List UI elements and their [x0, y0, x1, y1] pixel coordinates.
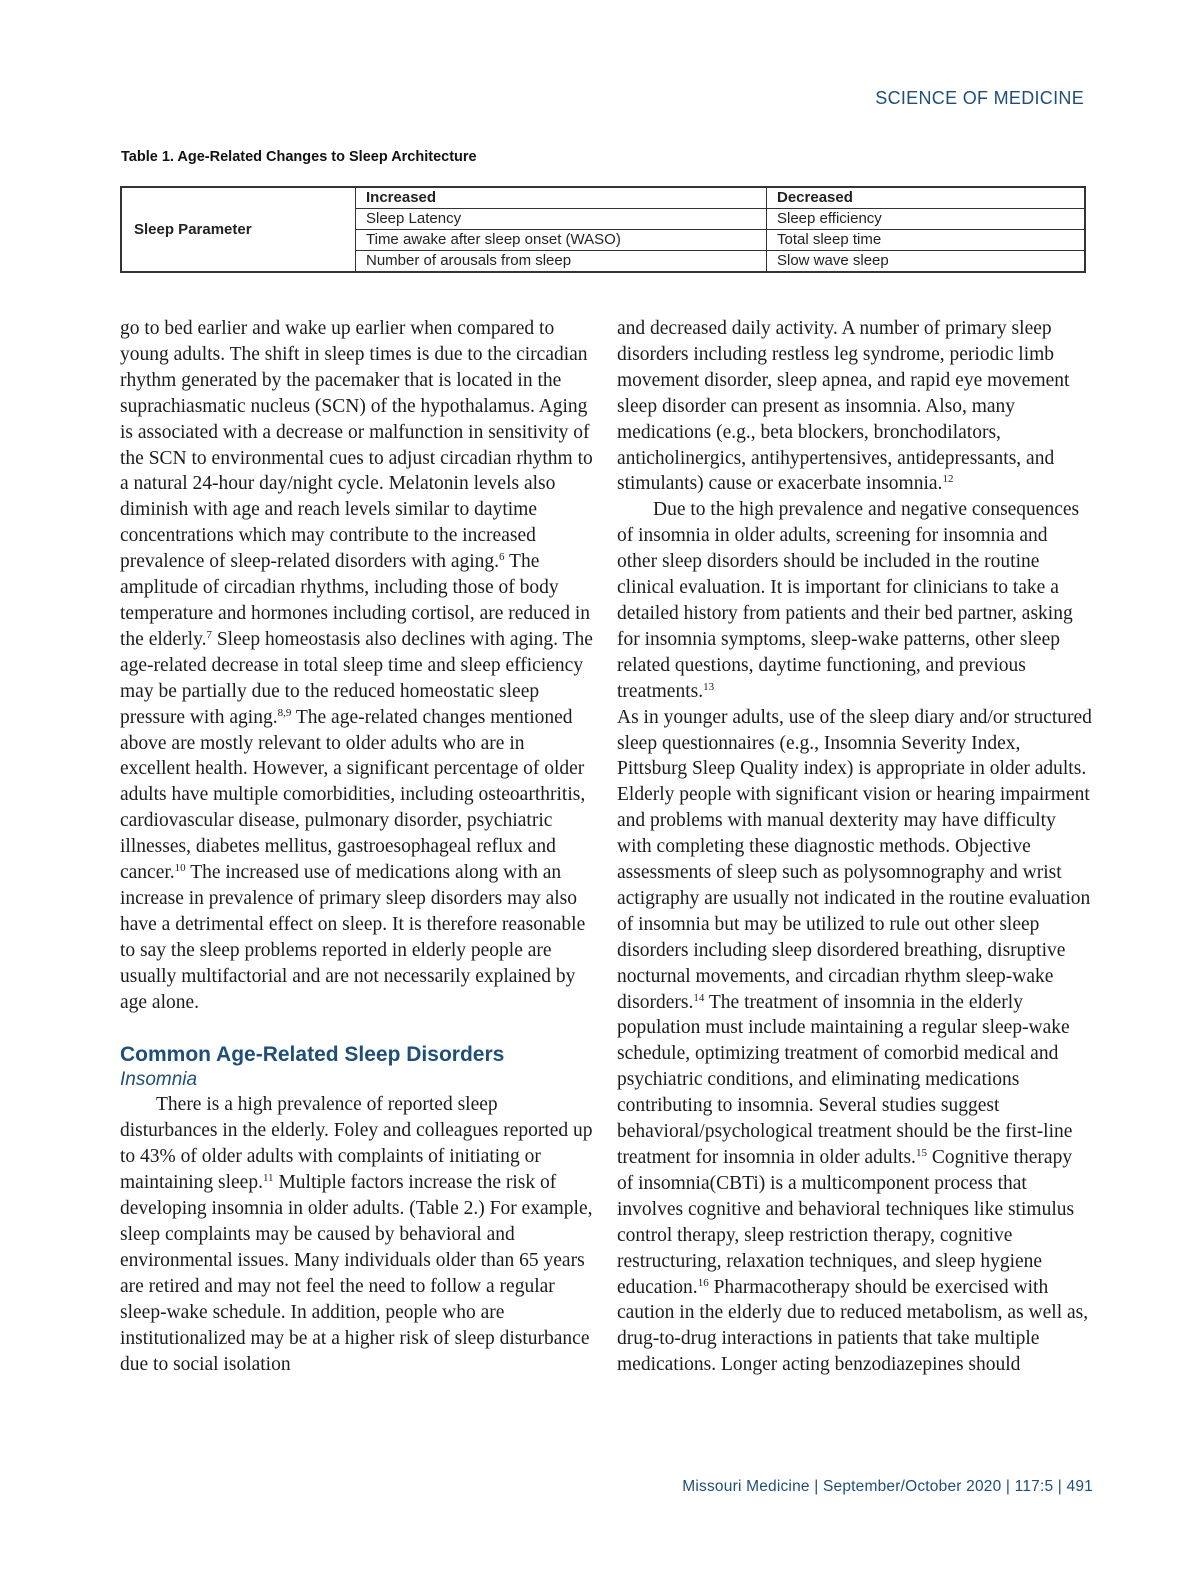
table-cell: Total sleep time — [767, 230, 1086, 251]
column-header-increased: Increased — [356, 187, 767, 209]
row-label-cell: Sleep Parameter — [121, 187, 356, 272]
section-header: SCIENCE OF MEDICINE — [875, 88, 1084, 108]
page-footer: Missouri Medicine | September/October 2020 | 117:5 | 491 — [682, 1478, 1093, 1495]
section-heading: Common Age-Related Sleep Disorders — [120, 1043, 505, 1067]
subsection-heading: Insomnia — [120, 1069, 198, 1091]
citation: 15 — [915, 1147, 927, 1159]
citation: 14 — [693, 991, 705, 1004]
body-paragraph: As in younger adults, use of the sleep diary and/or structured sleep questionnaires (e.g., Insomnia Severity Index, Pittsburg Sleep Quality index) is appropriate in older adults. Elderly people with significant vision or hearing impairment and problems with manual dexterity may have difficulty with completing these diagnostic methods. Objective assessments of sleep such as polysomnography and wrist actigraphy are usually not indicated in the routine evaluation of insomnia but may be utilized to rule out other sleep disorders including sleep disordered breathing, disruptive nocturnal movements, and circadian rhythm sleep-wake disorders.$^{14}$ The treatment of insomnia in the elderly population must include maintaining a regular sleep-wake schedule, optimizing treatment of comorbid medical and psychiatric conditions, and eliminating medications contributing to insomnia. Several studies suggest behavioral/psychological treatment should be the first-line treatment for insomnia in older adults.$^{15}$ Cognitive therapy of insomnia(CBTi) is a multicomponent process that involves cognitive and behavioral techniques like stimulus control therapy, sleep restriction therapy, cognitive restructuring, relaxation techniques, and sleep hygiene education.$^{16}$ Pharmacotherapy should be exercised with caution in the elderly due to reduced metabolism, as well as, drug-to-drug interactions in patients that take multiple medications. Longer acting benzodiazepines should — [617, 706, 1092, 1376]
table-cell: Sleep efficiency — [767, 209, 1086, 230]
table-caption: Table 1. Age-Related Changes to Sleep Architecture — [121, 149, 477, 165]
table-row — [121, 187, 1085, 209]
citation: 6 — [499, 551, 505, 564]
citation: 7 — [206, 628, 212, 641]
table-cell: Slow wave sleep — [767, 251, 1086, 273]
citation: 12 — [942, 473, 954, 486]
table-cell: Time awake after sleep onset (WASO) — [356, 230, 767, 251]
citation: 8,9 — [277, 706, 292, 719]
body-paragraph: There is a high prevalence of reported sleep disturbances in the elderly. Foley and colleagues reported up to 43% of older adults with complaints of initiating or maintaining sleep.$^{11}$ Multiple factors increase the risk of developing insomnia in older adults. (Table 2.) For example, sleep complaints may be caused by behavioral and environmental issues. Many individuals older than 65 years are retired and may not feel the need to follow a regular sleep-wake schedule. In addition, people who are institutionalized may be at a higher risk of sleep disturbance due to social isolation — [120, 1094, 593, 1375]
left-column — [120, 316, 595, 1377]
citation: 10 — [174, 862, 186, 875]
sleep-architecture-table — [120, 186, 1086, 273]
body-paragraph: go to bed earlier and wake up earlier when compared to young adults. The shift in sleep times is due to the circadian rhythm generated by the pacemaker that is located in the suprachiasmatic nucleus (SCN) of the hypothalamus. Aging is associated with a decrease or malfunction in sensitivity of the SCN to environmental cues to adjust circadian rhythm to a natural 24-hour day/night cycle. Melatonin levels also diminish with age and reach levels similar to daytime concentrations which may contribute to the increased prevalence of sleep-related disorders with aging.$^6$ The amplitude of circadian rhythms, including those of body temperature and hormones including cortisol, are reduced in the elderly.$^7$ Sleep homeostasis also declines with aging. The age-related decrease in total sleep time and sleep efficiency may be partially due to the reduced homeostatic sleep pressure with aging.$^{8,9}$ The age-related changes mentioned above are mostly relevant to older adults who are in excellent health. However, a significant percentage of older adults have multiple comorbidities, including osteoarthritis, cardiovascular disease, pulmonary disorder, psychiatric illnesses, diabetes mellitus, gastroesophageal reflux and cancer.$^{10}$ The increased use of medications along with an increase in prevalence of primary sleep disorders may also have a detrimental effect on sleep. It is therefore reasonable to say the sleep problems reported in elderly people are usually multifactorial and are not necessarily explained by age alone. — [120, 318, 593, 1013]
body-paragraph: and decreased daily activity. A number of primary sleep disorders including restless leg syndrome, periodic limb movement disorder, sleep apnea, and rapid eye movement sleep disorder can present as insomnia. Also, many medications (e.g., beta blockers, bronchodilators, anticholinergics, antihypertensives, antidepressants, and stimulants) cause or exacerbate insomnia.$^{12}$ — [617, 318, 1070, 495]
right-column — [617, 316, 1092, 1378]
column-header-decreased: Decreased — [767, 187, 1086, 209]
table-cell: Number of arousals from sleep — [356, 251, 767, 273]
citation: 13 — [703, 680, 715, 693]
citation: 16 — [697, 1276, 709, 1289]
citation: 11 — [262, 1172, 274, 1185]
table-cell: Sleep Latency — [356, 209, 767, 230]
body-paragraph: Due to the high prevalence and negative consequences of insomnia in older adults, screening for insomnia and other sleep disorders should be included in the routine clinical evaluation. It is important for clinicians to take a detailed history from patients and their bed partner, asking for insomnia symptoms, sleep-wake patterns, other sleep related questions, daytime functioning, and previous treatments.$^{13}$ — [617, 499, 1080, 702]
